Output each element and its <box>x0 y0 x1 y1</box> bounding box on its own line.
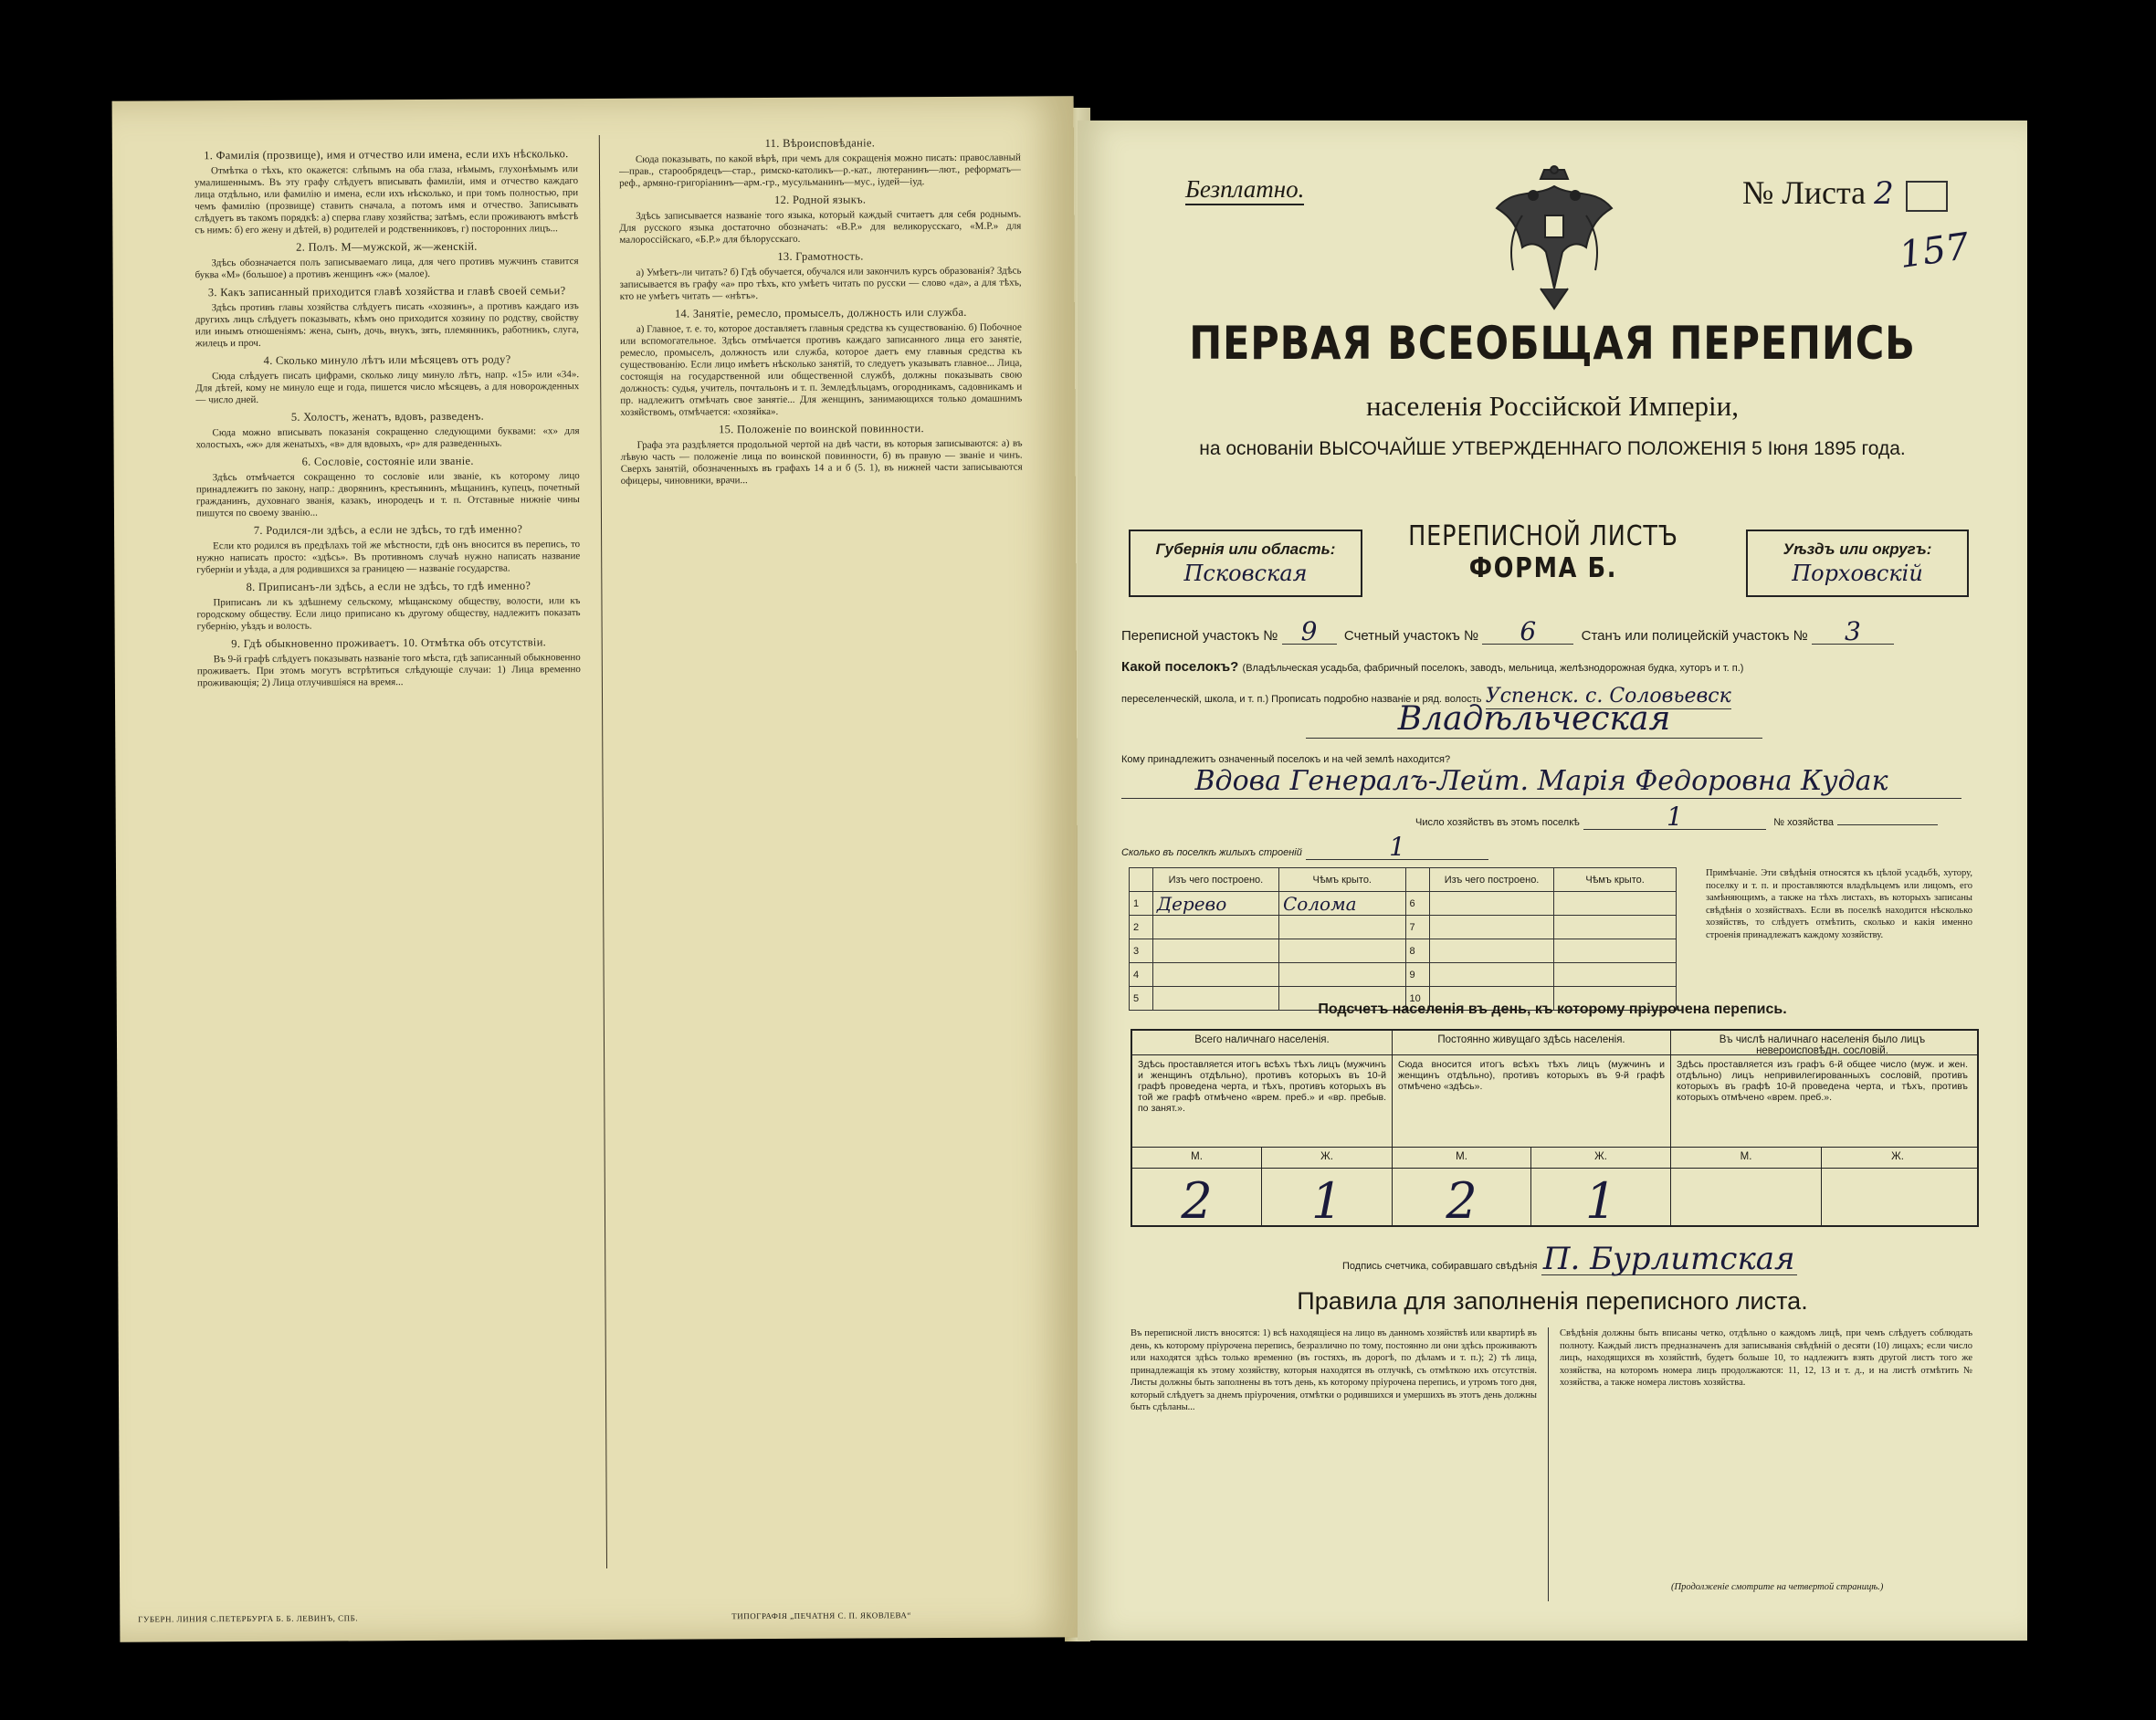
total-present-male: 2 <box>1132 1169 1262 1225</box>
rules-divider <box>1548 1327 1549 1601</box>
district-line: Переписной участокъ № 9 Счетный участокъ № 6 Станъ или полицейскій участокъ № 3 <box>1121 620 1894 645</box>
form-title: ПЕРЕПИСНОЙ ЛИСТЪ <box>1408 520 1678 552</box>
uezd-box: Уѣздъ или округъ: Порховскій <box>1746 530 1969 597</box>
grid-header-row: Всего наличнаго населенія. Постоянно живущаго здѣсь населенія. Въ числѣ наличнаго населенія было лицъ невероисповѣдн. сословій. <box>1132 1031 1977 1055</box>
form-name: ФОРМА Б. <box>1468 552 1618 584</box>
buildings-count-value: 1 <box>1306 835 1488 860</box>
census-subtitle: населенія Россійской Имперіи, <box>1365 390 1740 422</box>
census-decree-line: на основаніи ВЫСОЧАЙШЕ УТВЕРЖДЕННАГО ПОЛОЖЕНІЯ 5 Іюня 1895 года. <box>1199 438 1906 459</box>
settlement-value-1: Успенск. с. Соловьевск <box>1485 685 1731 708</box>
section-3: 3. Какъ записанный приходится главѣ хозяйства и главѣ своей семьи? Здѣсь противъ главы хозяйства слѣдуетъ писать «хозяинъ», а противъ каждаго изъ другихъ лицъ слѣдуетъ показывать, кѣмъ оно приходится хозяину по родству, свойству или инымъ отношеніямъ: жена, сынъ, дочь, внукъ, зять, племянникъ, работникъ, слуга, жилецъ и проч. <box>195 284 579 350</box>
printer-footnote-right: ТИПОГРАФІЯ „ПЕЧАТНЯ С. П. ЯКОВЛЕВА“ <box>731 1610 911 1621</box>
table-row: 2 7 <box>1130 916 1677 939</box>
rules-continued-note: (Продолженіе смотрите на четвертой страницѣ.) <box>1671 1582 1884 1592</box>
settlement-value-2: Владѣльческая <box>1306 701 1762 739</box>
form-title-block <box>1361 520 1726 584</box>
table-row: 5 10 <box>1130 987 1677 1011</box>
uezd-value: Порховскій <box>1792 561 1923 586</box>
buildings-table-header <box>1130 868 1677 892</box>
left-page-instructions <box>112 96 1082 1641</box>
household-number-value <box>1837 824 1938 825</box>
enumerator-signature: П. Бурлитская <box>1541 1243 1797 1275</box>
grid-text-row: Здѣсь проставляется итогъ всѣхъ тѣхъ лицъ (мужчинъ и женщинъ отдѣльно), противъ которыхъ въ 10-й графѣ проведена черта, и тѣхъ, противъ которыхъ въ той же графѣ отмѣчено «врем. преб.» и «вр. пребыв. по занят.». Сюда вносится итогъ всѣхъ тѣхъ лицъ (мужчинъ и женщинъ отдѣльно), противъ которыхъ въ 9-й графѣ отмѣчено «здѣсь». Здѣсь проставляется изъ графъ 6-й общее число (муж. и жен. отдѣльно) лицъ непривилегированныхъ сословій, противъ которыхъ въ графѣ 10-й проведена черта, и тѣхъ, противъ которыхъ отмѣчено «врем. преб.». <box>1132 1055 1977 1148</box>
settlement-line: Какой поселокъ? (Владѣльческая усадьба, фабричный поселокъ, заводъ, мельница, желѣзнодорожная будка, хуторъ и т. п.) <box>1121 659 1744 675</box>
rules-column-2: Свѣдѣнія должны быть вписаны четко, отдѣльно о каждомъ лицѣ, при чемъ слѣдуетъ соблюдать полноту. Каждый листъ предназначенъ для записыванія свѣдѣній о десяти (10) лицахъ; если число лицъ, находящихся въ хозяйствѣ, будетъ больше 10, то надлежитъ взять другой листъ того же хозяйства, на которомъ номера лицъ продолжаются: 11, 12, 13 и т. д., и на листѣ отмѣтить № хозяйства, а также номера листовъ хозяйства. <box>1560 1328 1972 1388</box>
section-7: 7. Родился-ли здѣсь, а если не здѣсь, то гдѣ именно? Если кто родился въ предѣлахъ той же мѣстности, гдѣ онъ вносится въ перепись, то нужно написать просто: «здѣсь». Въ противномъ случаѣ нужно написать название губерніи и уѣзда, а для родившихся за границею — названіе государства. <box>196 522 581 576</box>
col-built: Изъ чего построено. <box>1152 868 1278 892</box>
population-count-title: Подсчетъ населенія въ день, къ которому пріурочена перепись. <box>1318 1002 1787 1017</box>
section-1: 1. Фамилія (прозвище), имя и отчество или имена, если ихъ нѣсколько. Отмѣтка о тѣхъ, кто окажется: слѣпымъ на оба глаза, нѣмымъ, глухонѣмымъ или умалишеннымъ. Въ эту графу слѣдуетъ вписывать фамиліи, имя и отчество каждаго лица отдѣльно, или фамилію и имена, если ихъ нѣсколько, и при томъ полностью, при чемъ фамилію (прозвище) ставить сначала, а потомъ имя и отчество. Записывать слѣдуетъ въ такомъ порядкѣ: а) сперва главу хозяйства; затѣмъ, если проживаютъ вмѣстѣ съ нимъ: б) его жену и дѣтей, в) родителей и родственниковъ, г) посторонних лицъ... <box>195 147 579 236</box>
table-row: 3 8 <box>1130 939 1677 963</box>
household-count-line: Число хозяйствъ въ этомъ поселкѣ 1 № хозяйства <box>1415 805 1938 830</box>
archive-number-handwritten: 157 <box>1897 225 1972 278</box>
col-roof: Чѣмъ крыто. <box>1278 868 1405 892</box>
printer-footnote-left: ГУБЕРН. ЛИНИЯ С.ПЕТЕРБУРГА Б. Б. ЛЕВИНЪ, СПБ. <box>138 1613 359 1624</box>
schet-value: 6 <box>1482 620 1573 645</box>
section-12: 12. Родной языкъ. Здѣсь записывается названіе того языка, который каждый считаетъ для себя роднымъ. Для русского языка достаточно обозначать: «В.Р.» для великорусскаго, «М.Р.» для малороссійскаго, «Б.Р.» для бѣлорусскаго. <box>619 193 1022 246</box>
grid-totals-row <box>1132 1169 1977 1230</box>
section-15: 15. Положеніе по воинской повинности. Графа эта раздѣляется продольной чертой на двѣ части, въ которыя записываются: а) въ лѣвую часть — положеніе лица по воинской повинности, б) въ правую — званіе и чинъ. Сверхъ занятій, обозначенныхъ въ графахъ 14 а и б (5. 1), въ нижней части записываются офицеры, чиновники, врачи... <box>620 422 1023 487</box>
owner-line: Кому принадлежитъ означенный поселокъ и на чей землѣ находится? <box>1121 754 1451 765</box>
sheet-number-box <box>1906 181 1948 212</box>
rules-title: Правила для заполненія переписного листа. <box>1297 1287 1808 1315</box>
owner-value: Вдова Генералъ-Лейт. Марія Федоровна Кудак <box>1121 765 1961 799</box>
rules-column-1: Въ переписной листъ вносятся: 1) всѣ находящіеся на лицо въ данномъ хозяйствѣ или квартирѣ въ день, къ которому пріурочена перепись, безразлично по тому, постоянно ли они здѣсь проживаютъ или находятся здѣсь только временно (въ гостяхъ, въ дорогѣ, по дѣламъ и т. п.); 2) тѣ лица, принадлежащія къ этому хозяйству, которыя находятся въ отлучкѣ, съ отмѣткою ихъ отсутствія. Листы должны быть заполнены въ тотъ день, къ которому пріурочена перепись, и утромъ того дня, который слѣдуетъ за днемъ пріурочения, отмѣтки о родившихся и умершихъ въ этотъ день должны быть сдѣланы... <box>1131 1328 1537 1412</box>
col-built-2: Изъ чего построено. <box>1429 868 1553 892</box>
section-8: 8. Приписанъ-ли здѣсь, а если не здѣсь, то гдѣ именно? Приписанъ ли къ здѣшнему сельскому, мѣщанскому обществу, волости, или къ городскому обществу. Если лицо приписано къ другому обществу, надлежитъ показать губернію, уѣздъ и волость. <box>196 579 581 633</box>
imperial-eagle-icon <box>1486 161 1623 311</box>
guberniya-box: Губернія или область: Псковская <box>1129 530 1362 597</box>
buildings-table <box>1129 867 1677 1011</box>
grid-mf-row: М. Ж. М. Ж. М. Ж. <box>1132 1148 1977 1169</box>
section-14: 14. Занятіе, ремесло, промыселъ, должность или служба. а) Главное, т. е. то, которое доставляетъ главныя средства къ существованію. б) Побочное или вспомогательное. Здѣсь отмѣчается противъ каждаго записанного лица его занятіе, ремесло, промыселъ, должность или служба, которое даетъ ему главныя средства къ существованію. Если лицо имѣетъ нѣсколько занятій, то следуетъ указывать главное... Лица, состоящія на государственной или общественной службѣ, должны показывать свою должность: судья, учитель, почтальонъ и т. п. Земледѣльцамъ, огородникамъ, садовникамъ и пр. надлежитъ отмѣчать свое занятіе... Для женщинъ, занимающихся только домашнимъ хозяйствомъ, отмѣчается: «хозяйка». <box>619 305 1023 418</box>
household-count-value: 1 <box>1583 805 1766 830</box>
buildings-note: Примѣчаніе. Эти свѣдѣнія относятся къ цѣлой усадьбѣ, хутору, поселку и т. п. и проставляются владѣльцемъ или лицомъ, его замѣняющимъ, а также на тѣхъ листахъ, въ которыхъ записаны свѣдѣнія о хозяйствахъ. Если въ поселкѣ находится нѣсколько хозяйствъ, то слѣдуетъ отмѣтить, сколько и какія именно строенія принадлежатъ каждому хозяйству. <box>1706 868 1972 940</box>
total-nonpriv-female <box>1822 1169 1973 1225</box>
sheet-number: № Листа 2 <box>1742 173 1948 212</box>
owner-value-line <box>1121 765 1961 799</box>
right-page-census-form <box>1078 121 2027 1641</box>
guberniya-value: Псковская <box>1183 561 1308 586</box>
total-permanent-male: 2 <box>1393 1169 1531 1225</box>
instructions-column-2 <box>619 131 1028 1576</box>
population-count-grid <box>1131 1029 1979 1230</box>
settlement-line-3 <box>1306 701 1762 739</box>
stan-value: 3 <box>1812 620 1894 645</box>
free-label: Безплатно. <box>1185 175 1304 205</box>
section-11: 11. Вѣроисповѣданіе. Сюда показывать, по какой вѣрѣ, при чемъ для сокращенія можно писать: православный—прав., старообрядецъ—стар., римско-католикъ—р.-кат., лютеранинъ—лют., реформатъ—реф., армяно-григоріанинъ—арм.-гр., мусульманинъ—мус., іудей—іуд. <box>618 136 1022 189</box>
total-permanent-female: 1 <box>1531 1169 1671 1225</box>
col-roof-2: Чѣмъ крыто. <box>1554 868 1677 892</box>
total-nonpriv-male <box>1671 1169 1822 1225</box>
section-5: 5. Холостъ, женатъ, вдовъ, разведенъ. Сюда можно вписывать показанія сокращенно следующими буквами: «х» для холостыхъ, «ж» для женатыхъ, «в» для вдовыхъ, «р» для разведенныхъ. <box>195 409 580 451</box>
uchastok-value: 9 <box>1282 620 1337 645</box>
section-6: 6. Сословіе, состояніе или званіе. Здѣсь отмѣчается сокращенно то сословіе или званіе, къ которому лицо принадлежитъ по закону, напр.: дворянинъ, крестьянинъ, мѣщанинъ, купецъ, почетный гражданинъ, духовнаго званія, казакъ, инородецъ и т. п. Отставные нижніе чины пишутся по своему званію... <box>195 454 580 519</box>
settlement-line-2: переселенческій, школа, и т. п.) Прописать подробно названіе и ряд. волость Успенск. с. Соловьевск <box>1121 685 1731 708</box>
instructions-column-1 <box>195 142 585 1587</box>
section-13: 13. Грамотность. а) Умѣетъ-ли читать? б) Гдѣ обучается, обучался или закончилъ курсъ образованія? Здѣсь записывается въ графу «а» про тѣхъ, кто умѣетъ читать по русски — слово «да», а для тѣхъ, кто не умѣетъ читать — «нѣтъ». <box>619 249 1022 302</box>
table-row: 1 Дерево Солома 6 <box>1130 892 1677 916</box>
census-title: ПЕРВАЯ ВСЕОБЩАЯ ПЕРЕПИСЬ <box>1189 317 1916 370</box>
section-9: 9. Гдѣ обыкновенно проживаетъ. 10. Отмѣтка объ отсутствіи. Въ 9-й графѣ слѣдуетъ показывать названіе того мѣста, гдѣ записанный обыкновенно проживаетъ. При этомъ могутъ встрѣтиться слѣдующіе случаи: 1) Лица временно проживающія; 2) Лица отлучившіяся на время... <box>196 635 581 689</box>
section-2: 2. Полъ. М—мужской, ж—женскій. Здѣсь обозначается полъ записываемаго лица, для чего противъ мужчинъ ставится буква «М» (большое) а противъ женщинъ «ж» (малое). <box>195 239 579 281</box>
total-present-female: 1 <box>1262 1169 1393 1225</box>
buildings-count-line: Сколько въ поселкѣ жилыхъ строеній 1 <box>1121 835 1488 860</box>
table-row: 4 9 <box>1130 963 1677 987</box>
section-4: 4. Сколько минуло лѣтъ или мѣсяцевъ отъ роду? Сюда слѣдуетъ писать цифрами, сколько лицу минуло лѣтъ, напр. «15» или «34». Для дѣтей, кому не минуло еще и года, пишется число мѣсяцевъ, а для новорожденных — число дней. <box>195 352 580 406</box>
signature-line: Подпись счетчика, собиравшаго свѣдѣнія П. Бурлитская <box>1342 1243 1797 1275</box>
sheet-number-handwritten: 2 <box>1874 175 1894 212</box>
column-divider <box>599 135 607 1568</box>
